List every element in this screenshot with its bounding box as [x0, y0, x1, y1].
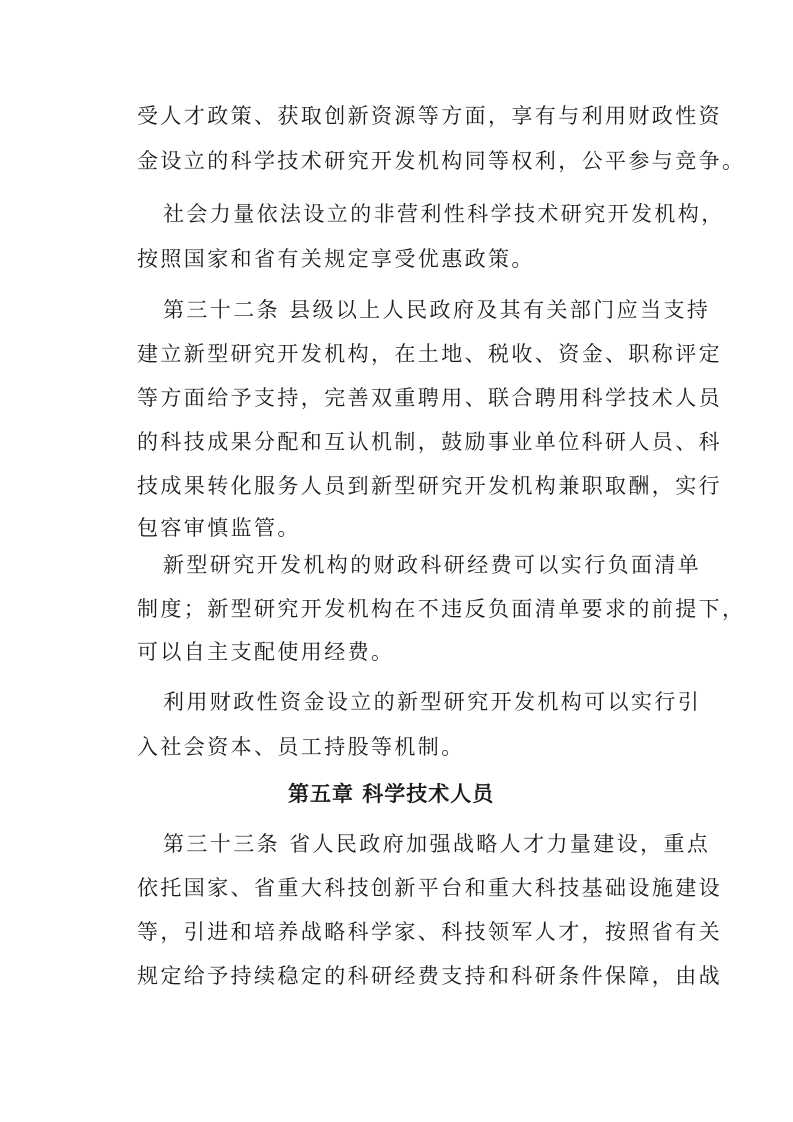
text-line: 新型研究开发机构的财政科研经费可以实行负面清单	[163, 553, 702, 577]
text-line: 的科技成果分配和互认机制，鼓励事业单位科研人员、科	[137, 430, 722, 454]
text-line: 第三十三条 省人民政府加强战略人才力量建设，重点	[163, 832, 711, 856]
chapter-heading: 第五章 科学技术人员	[288, 782, 495, 806]
text-line: 第三十二条 县级以上人民政府及其有关部门应当支持	[163, 298, 711, 322]
text-line: 社会力量依法设立的非营利性科学技术研究开发机构，	[163, 202, 725, 226]
text-line: 入社会资本、员工持股等机制。	[137, 735, 465, 759]
text-line: 等方面给予支持，完善双重聘用、联合聘用科学技术人员	[137, 386, 722, 410]
text-line: 建立新型研究开发机构，在土地、税收、资金、职称评定	[137, 342, 722, 366]
text-line: 制度；新型研究开发机构在不违反负面清单要求的前提下，	[137, 597, 746, 621]
text-line: 等，引进和培养战略科学家、科技领军人才，按照省有关	[137, 920, 722, 944]
text-line: 按照国家和省有关规定享受优惠政策。	[137, 247, 535, 271]
text-line: 依托国家、省重大科技创新平台和重大科技基础设施建设	[137, 876, 722, 900]
text-line: 可以自主支配使用经费。	[137, 640, 395, 664]
text-line: 规定给予持续稳定的科研经费支持和科研条件保障，由战	[137, 964, 722, 988]
text-line: 技成果转化服务人员到新型研究开发机构兼职取酬，实行	[137, 474, 722, 498]
text-line: 包容审慎监管。	[137, 516, 301, 540]
text-line: 受人才政策、获取创新资源等方面，享有与利用财政性资	[137, 104, 722, 128]
text-line: 金设立的科学技术研究开发机构同等权利，公平参与竞争。	[137, 149, 746, 173]
text-line: 利用财政性资金设立的新型研究开发机构可以实行引	[163, 690, 702, 714]
